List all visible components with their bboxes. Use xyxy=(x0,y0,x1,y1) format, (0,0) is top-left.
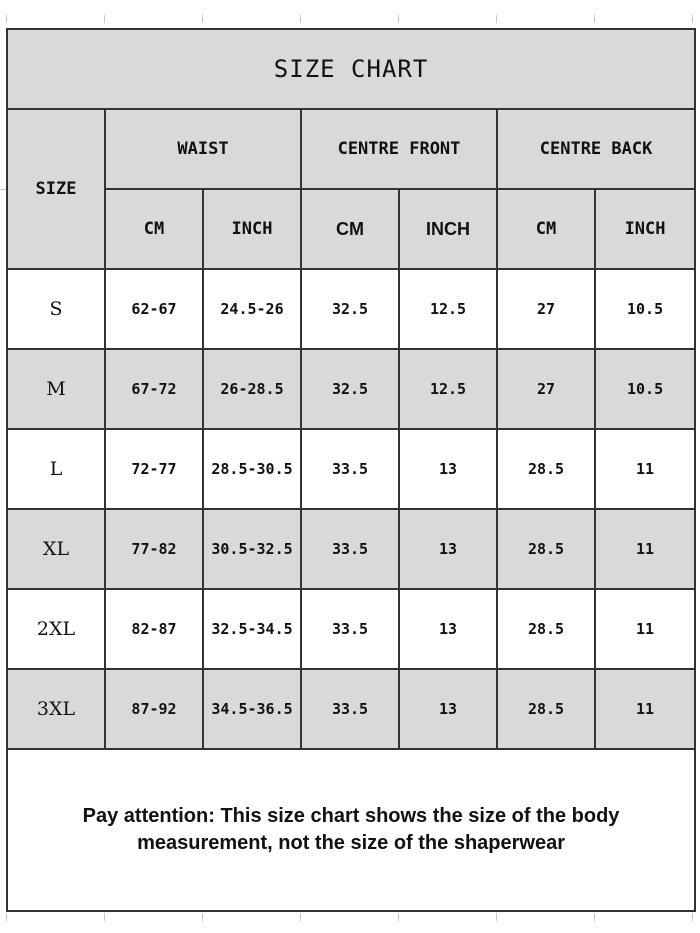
table-cell: 33.5 xyxy=(301,509,399,589)
table-cell: 62-67 xyxy=(105,269,203,349)
table-cell: 12.5 xyxy=(399,349,497,429)
unit-header: INCH xyxy=(203,189,301,269)
table-cell: 32.5 xyxy=(301,349,399,429)
note-line-1: Pay attention: This size chart shows the size of the body xyxy=(82,805,620,827)
tick-mark xyxy=(398,15,399,23)
table-cell: 28.5-30.5 xyxy=(203,429,301,509)
size-label: 3XL xyxy=(7,669,105,749)
waist-header: WAIST xyxy=(105,109,301,189)
table-cell: 28.5 xyxy=(497,509,595,589)
tick-mark xyxy=(300,913,301,921)
chart-title: SIZE CHART xyxy=(7,29,695,109)
table-row xyxy=(7,589,695,669)
size-header: SIZE xyxy=(7,109,105,269)
note-row xyxy=(7,749,695,911)
table-cell: 72-77 xyxy=(105,429,203,509)
table-cell: 24.5-26 xyxy=(203,269,301,349)
table-cell: 82-87 xyxy=(105,589,203,669)
size-label: 2XL xyxy=(7,589,105,669)
grid-ticks-bottom xyxy=(0,913,700,921)
tick-mark xyxy=(594,913,595,921)
table-cell: 13 xyxy=(399,669,497,749)
unit-header: INCH xyxy=(595,189,695,269)
table-cell: 11 xyxy=(595,589,695,669)
tick-mark xyxy=(594,15,595,23)
table-cell: 11 xyxy=(595,429,695,509)
table-cell: 27 xyxy=(497,349,595,429)
header-group-row xyxy=(7,109,695,189)
tick-mark xyxy=(6,913,7,921)
table-row xyxy=(7,349,695,429)
table-cell: 34.5-36.5 xyxy=(203,669,301,749)
unit-header: CM xyxy=(497,189,595,269)
table-cell: 27 xyxy=(497,269,595,349)
table-cell: 13 xyxy=(399,429,497,509)
table-cell: 28.5 xyxy=(497,429,595,509)
table-cell: 10.5 xyxy=(595,269,695,349)
table-row xyxy=(7,669,695,749)
tick-mark xyxy=(104,913,105,921)
centre-back-header: CENTRE BACK xyxy=(497,109,695,189)
tick-mark xyxy=(104,15,105,23)
table-cell: 11 xyxy=(595,669,695,749)
tick-mark xyxy=(202,15,203,23)
table-cell: 87-92 xyxy=(105,669,203,749)
table-cell: 28.5 xyxy=(497,589,595,669)
header-unit-row xyxy=(7,189,695,269)
table-row xyxy=(7,429,695,509)
tick-mark xyxy=(692,913,693,921)
size-label: L xyxy=(7,429,105,509)
note-line-2: measurement, not the size of the shaperwear xyxy=(137,832,565,854)
unit-header: INCH xyxy=(399,189,497,269)
table-cell: 33.5 xyxy=(301,669,399,749)
size-label: S xyxy=(7,269,105,349)
table-cell: 30.5-32.5 xyxy=(203,509,301,589)
table-cell: 33.5 xyxy=(301,429,399,509)
tick-mark xyxy=(202,913,203,921)
table-cell: 11 xyxy=(595,509,695,589)
table-cell: 33.5 xyxy=(301,589,399,669)
table-cell: 77-82 xyxy=(105,509,203,589)
tick-mark xyxy=(692,15,693,23)
tick-mark xyxy=(6,15,7,23)
table-cell: 26-28.5 xyxy=(203,349,301,429)
table-cell: 10.5 xyxy=(595,349,695,429)
table-cell: 12.5 xyxy=(399,269,497,349)
table-cell: 67-72 xyxy=(105,349,203,429)
table-row xyxy=(7,269,695,349)
table-cell: 13 xyxy=(399,509,497,589)
tick-mark xyxy=(300,15,301,23)
size-label: M xyxy=(7,349,105,429)
table-cell: 13 xyxy=(399,589,497,669)
tick-mark xyxy=(496,15,497,23)
centre-front-header: CENTRE FRONT xyxy=(301,109,497,189)
title-row xyxy=(7,29,695,109)
unit-header: CM xyxy=(105,189,203,269)
unit-header: CM xyxy=(301,189,399,269)
tick-mark xyxy=(398,913,399,921)
grid-ticks-top xyxy=(0,15,700,23)
table-cell: 32.5 xyxy=(301,269,399,349)
size-chart-table xyxy=(6,28,696,912)
size-note xyxy=(7,749,695,911)
table-cell: 28.5 xyxy=(497,669,595,749)
tick-mark xyxy=(496,913,497,921)
table-row xyxy=(7,509,695,589)
size-label: XL xyxy=(7,509,105,589)
table-cell: 32.5-34.5 xyxy=(203,589,301,669)
